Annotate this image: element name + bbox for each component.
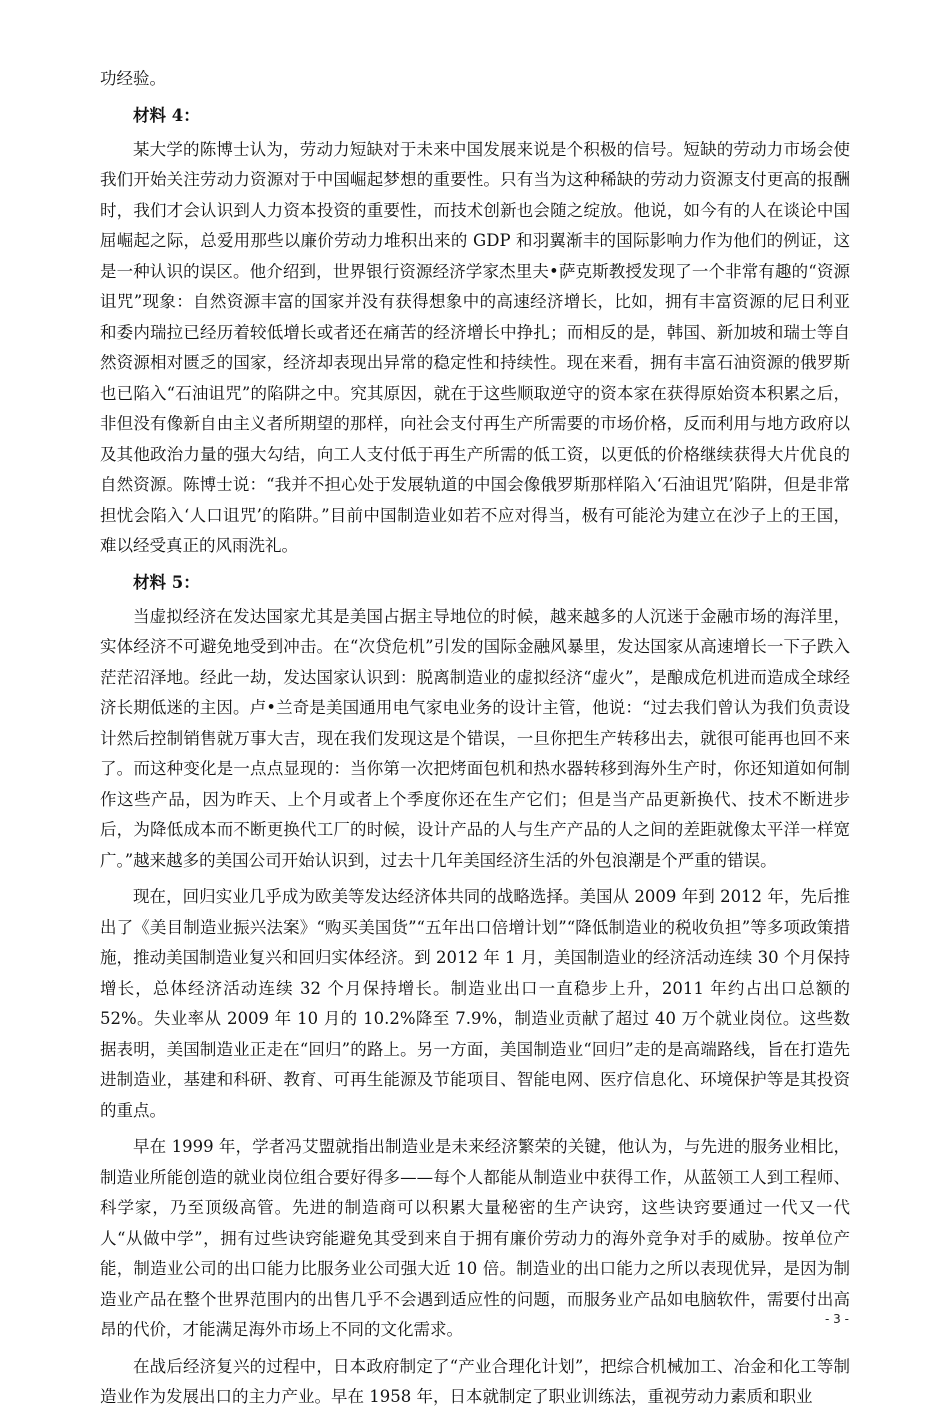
material-5-paragraph-1: 当虚拟经济在发达国家尤其是美国占据主导地位的时候，越来越多的人沉迷于金融市场的海洋里，实体经济不可避免地受到冲击。在“次贷危机”引发的国际金融风暴里，发达国家从高速增长一下子跌入茫茫沼泽地。经此一劫，发达国家认识到：脱离制造业的虚拟经济“虚火”，是酿成危机进而造成全球经济长期低迷的主因。卢•兰奇是美国通用电气家电业务的设计主管，他说：“过去我们曾认为我们负责设计然后控制销售就万事大吉，现在我们发现这是个错误，一旦你把生产转移出去，就很可能再也回不来了。而这种变化是一点点显现的：当你第一次把烤面包机和热水器转移到海外生产时，你还知道如何制作这些产品，因为昨天、上个月或者上个季度你还在生产它们；但是当产品更新换代、技术不断进步后，为降低成本而不断更换代工厂的时候，设计产品的人与生产产品的人之间的差距就像太平洋一样宽广。”越来越多的美国公司开始认识到，过去十几年美国经济生活的外包浪潮是个严重的错误。 (100, 606, 850, 870)
material-5-paragraph-2: 现在，回归实业几乎成为欧美等发达经济体共同的战略选择。美国从 2009 年到 2012 年，先后推出了《美目制造业振兴法案》“购买美国货”“五年出口倍增计划”“降低制造业的税收负担”等多项政策措施，推动美国制造业复兴和回归实体经济。到 2012 年 1 月，美国制造业的经济活动连续 30 个月保持增长，总体经济活动连续 32 个月保持增长。制造业出口一直稳步上升，2011 年约占出口总额的 52%。失业率从 2009 年 10 月的 10.2%降至 7.9%，制造业贡献了超过 40 万个就业岗位。这些数据表明，美国制造业正走在“回归”的路上。另一方面，美国制造业“回归”走的是高端路线，旨在打造先进制造业，基建和科研、教育、可再生能源及节能项目、智能电网、医疗信息化、环境保护等是其投资的重点。 (100, 887, 850, 1120)
material-5-paragraph-4: 在战后经济复兴的过程中，日本政府制定了“产业合理化计划”，把综合机械加工、冶金和化工等制造业作为发展出口的主力产业。早在 1958 年，日本就制定了职业训练法，重视劳动力素质和职业 (100, 1356, 850, 1406)
intro-continuation: 功经验。 (100, 69, 166, 88)
page-number: - 3 - (825, 1312, 849, 1326)
document-body (100, 64, 850, 1419)
material-5-paragraph-3: 早在 1999 年，学者冯艾盟就指出制造业是未来经济繁荣的关键，他认为，与先进的服务业相比，制造业所能创造的就业岗位组合要好得多——每个人都能从制造业中获得工作，从蓝领工人到工程师、科学家，乃至顶级高管。先进的制造商可以积累大量秘密的生产诀窍，这些诀窍要通过一代又一代人“从做中学”，拥有过些诀窍能避免其受到来自于拥有廉价劳动力的海外竞争对手的威胁。按单位产能，制造业公司的出口能力比服务业公司强大近 10 倍。制造业的出口能力之所以表现优异，是因为制造业产品在整个世界范围内的出售几乎不会遇到适应性的问题，而服务业产品如电脑软件，需要付出高昂的代价，才能满足海外市场上不同的文化需求。 (100, 1137, 850, 1339)
material-4-paragraph-1: 某大学的陈博士认为，劳动力短缺对于未来中国发展来说是个积极的信号。短缺的劳动力市场会使我们开始关注劳动力资源对于中国崛起梦想的重要性。只有当为这种稀缺的劳动力资源支付更高的报酬时，我们才会认识到人力资本投资的重要性，而技术创新也会随之绽放。他说，如今有的人在谈论中国屈崛起之际，总爱用那些以廉价劳动力堆积出来的 GDP 和羽翼渐丰的国际影响力作为他们的例证，这是一种认识的误区。他介绍到，世界银行资源经济学家杰里夫•萨克斯教授发现了一个非常有趣的“资源诅咒”现象：自然资源丰富的国家并没有获得想象中的高速经济增长，比如，拥有丰富资源的尼日利亚和委内瑞拉已经历着较低增长或者还在痛苦的经济增长中挣扎；而相反的是，韩国、新加坡和瑞士等自然资源相对匮乏的国家，经济却表现出异常的稳定性和持续性。现在来看，拥有丰富石油资源的俄罗斯也已陷入“石油诅咒”的陷阱之中。究其原因，就在于这些顺取逆守的资本家在获得原始资本积累之后，非但没有像新自由主义者所期望的那样，向社会支付再生产所需要的市场价格，反而利用与地方政府以及其他政治力量的强大勾结，向工人支付低于再生产所需的低工资，以更低的价格继续获得大片优良的自然资源。陈博士说：“我并不担心处于发展轨道的中国会像俄罗斯那样陷入‘石油诅咒’陷阱，但是非常担忧会陷入‘人口诅咒’的陷阱。”目前中国制造业如若不应对得当，极有可能沦为建立在沙子上的王国，难以经受真正的风雨洗礼。 (100, 139, 850, 555)
section-heading-material-5: 材料 5： (133, 572, 200, 592)
section-heading-material-4: 材料 4： (133, 105, 200, 125)
